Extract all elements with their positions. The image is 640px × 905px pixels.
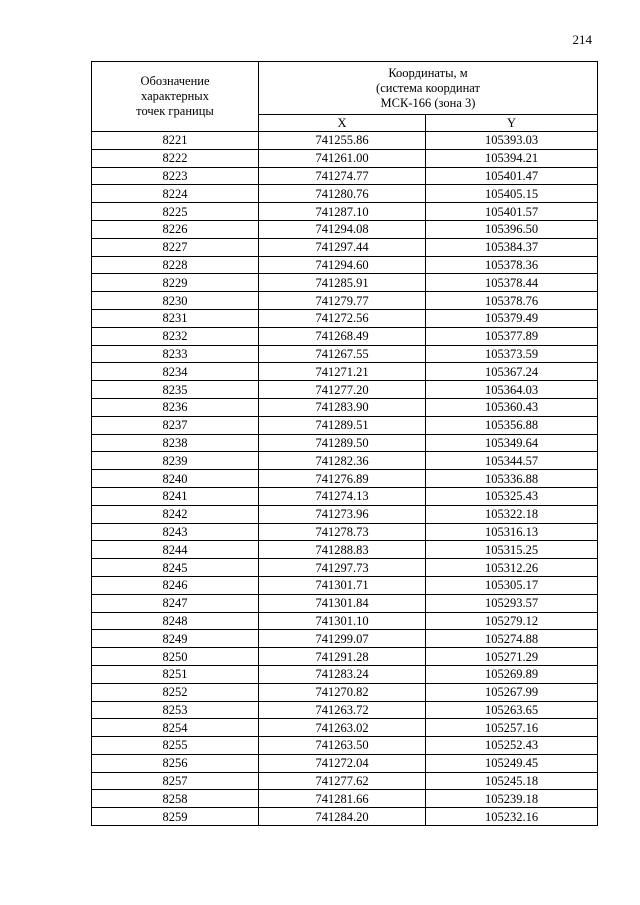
y-coordinate-cell: 105279.12 [426, 612, 598, 630]
y-coordinate-cell: 105245.18 [426, 772, 598, 790]
point-id-cell: 8234 [92, 363, 259, 381]
point-id-cell: 8221 [92, 132, 259, 150]
table-row [92, 470, 598, 488]
table-row [92, 167, 598, 185]
table-row [92, 398, 598, 416]
point-id-cell: 8236 [92, 398, 259, 416]
y-coordinate-cell: 105377.89 [426, 327, 598, 345]
y-coordinate-cell: 105384.37 [426, 238, 598, 256]
y-coordinate-cell: 105378.44 [426, 274, 598, 292]
x-coordinate-cell: 741301.71 [259, 576, 426, 594]
table-row [92, 576, 598, 594]
page-number: 214 [572, 32, 592, 47]
table-row [92, 309, 598, 327]
table-row [92, 220, 598, 238]
x-coordinate-cell: 741272.56 [259, 309, 426, 327]
x-coordinate-cell: 741287.10 [259, 203, 426, 221]
x-coordinate-cell: 741289.50 [259, 434, 426, 452]
point-id-cell: 8250 [92, 648, 259, 666]
point-id-cell: 8258 [92, 790, 259, 808]
y-coordinate-cell: 105316.13 [426, 523, 598, 541]
y-coordinate-cell: 105405.15 [426, 185, 598, 203]
y-coordinate-cell: 105322.18 [426, 505, 598, 523]
y-coordinate-cell: 105393.03 [426, 132, 598, 150]
x-coordinate-cell: 741255.86 [259, 132, 426, 150]
table-row [92, 612, 598, 630]
table-row [92, 185, 598, 203]
header-points-line-2: характерных [141, 89, 209, 103]
x-coordinate-cell: 741277.62 [259, 772, 426, 790]
point-id-cell: 8246 [92, 576, 259, 594]
table-row [92, 665, 598, 683]
x-coordinate-cell: 741283.24 [259, 665, 426, 683]
x-coordinate-cell: 741274.77 [259, 167, 426, 185]
point-id-cell: 8255 [92, 737, 259, 755]
table-row [92, 630, 598, 648]
y-coordinate-cell: 105401.57 [426, 203, 598, 221]
point-id-cell: 8233 [92, 345, 259, 363]
header-x: X [259, 115, 426, 132]
point-id-cell: 8244 [92, 541, 259, 559]
y-coordinate-cell: 105269.89 [426, 665, 598, 683]
table-row [92, 416, 598, 434]
point-id-cell: 8247 [92, 594, 259, 612]
table-row [92, 648, 598, 666]
y-coordinate-cell: 105396.50 [426, 220, 598, 238]
point-id-cell: 8228 [92, 256, 259, 274]
x-coordinate-cell: 741294.60 [259, 256, 426, 274]
y-coordinate-cell: 105267.99 [426, 683, 598, 701]
table-row [92, 541, 598, 559]
point-id-cell: 8240 [92, 470, 259, 488]
point-id-cell: 8230 [92, 292, 259, 310]
y-coordinate-cell: 105378.76 [426, 292, 598, 310]
table-row [92, 132, 598, 150]
table-header [92, 62, 598, 132]
point-id-cell: 8257 [92, 772, 259, 790]
header-coords-line-2: (система координат [376, 80, 480, 95]
x-coordinate-cell: 741301.84 [259, 594, 426, 612]
y-coordinate-cell: 105315.25 [426, 541, 598, 559]
x-coordinate-cell: 741271.21 [259, 363, 426, 381]
point-id-cell: 8242 [92, 505, 259, 523]
table-row [92, 256, 598, 274]
table-row [92, 523, 598, 541]
table-row [92, 719, 598, 737]
point-id-cell: 8232 [92, 327, 259, 345]
y-coordinate-cell: 105367.24 [426, 363, 598, 381]
x-coordinate-cell: 741263.02 [259, 719, 426, 737]
x-coordinate-cell: 741277.20 [259, 381, 426, 399]
table-row [92, 381, 598, 399]
x-coordinate-cell: 741285.91 [259, 274, 426, 292]
x-coordinate-cell: 741282.36 [259, 452, 426, 470]
point-id-cell: 8226 [92, 220, 259, 238]
table-row [92, 790, 598, 808]
x-coordinate-cell: 741268.49 [259, 327, 426, 345]
x-coordinate-cell: 741283.90 [259, 398, 426, 416]
point-id-cell: 8239 [92, 452, 259, 470]
point-id-cell: 8243 [92, 523, 259, 541]
point-id-cell: 8252 [92, 683, 259, 701]
point-id-cell: 8254 [92, 719, 259, 737]
table-row [92, 327, 598, 345]
point-id-cell: 8238 [92, 434, 259, 452]
point-id-cell: 8231 [92, 309, 259, 327]
header-coords-line-3: МСК-166 (зона 3) [380, 95, 476, 110]
x-coordinate-cell: 741276.89 [259, 470, 426, 488]
table-row [92, 487, 598, 505]
table-row [92, 238, 598, 256]
x-coordinate-cell: 741263.50 [259, 737, 426, 755]
y-coordinate-cell: 105312.26 [426, 559, 598, 577]
point-id-cell: 8241 [92, 487, 259, 505]
x-coordinate-cell: 741291.28 [259, 648, 426, 666]
point-id-cell: 8249 [92, 630, 259, 648]
table-row [92, 292, 598, 310]
table-row [92, 683, 598, 701]
header-points-line-3: точек границы [136, 104, 214, 118]
header-coords-line-1: Координаты, м [388, 65, 468, 80]
table-row [92, 452, 598, 470]
table-row [92, 149, 598, 167]
y-coordinate-cell: 105274.88 [426, 630, 598, 648]
x-coordinate-cell: 741263.72 [259, 701, 426, 719]
point-id-cell: 8237 [92, 416, 259, 434]
table-row [92, 594, 598, 612]
table-row [92, 345, 598, 363]
x-coordinate-cell: 741261.00 [259, 149, 426, 167]
point-id-cell: 8256 [92, 754, 259, 772]
x-coordinate-cell: 741280.76 [259, 185, 426, 203]
y-coordinate-cell: 105271.29 [426, 648, 598, 666]
x-coordinate-cell: 741281.66 [259, 790, 426, 808]
x-coordinate-cell: 741297.44 [259, 238, 426, 256]
y-coordinate-cell: 105325.43 [426, 487, 598, 505]
y-coordinate-cell: 105379.49 [426, 309, 598, 327]
table-row [92, 559, 598, 577]
header-y: Y [426, 115, 598, 132]
y-coordinate-cell: 105360.43 [426, 398, 598, 416]
point-id-cell: 8259 [92, 808, 259, 826]
table-row [92, 701, 598, 719]
y-coordinate-cell: 105293.57 [426, 594, 598, 612]
y-coordinate-cell: 105257.16 [426, 719, 598, 737]
y-coordinate-cell: 105263.65 [426, 701, 598, 719]
header-points [92, 62, 259, 132]
point-id-cell: 8253 [92, 701, 259, 719]
table-body [92, 132, 598, 826]
y-coordinate-cell: 105305.17 [426, 576, 598, 594]
y-coordinate-cell: 105373.59 [426, 345, 598, 363]
y-coordinate-cell: 105401.47 [426, 167, 598, 185]
y-coordinate-cell: 105336.88 [426, 470, 598, 488]
table-row [92, 274, 598, 292]
x-coordinate-cell: 741267.55 [259, 345, 426, 363]
y-coordinate-cell: 105252.43 [426, 737, 598, 755]
x-coordinate-cell: 741270.82 [259, 683, 426, 701]
y-coordinate-cell: 105356.88 [426, 416, 598, 434]
x-coordinate-cell: 741301.10 [259, 612, 426, 630]
point-id-cell: 8227 [92, 238, 259, 256]
table-row [92, 754, 598, 772]
y-coordinate-cell: 105394.21 [426, 149, 598, 167]
x-coordinate-cell: 741273.96 [259, 505, 426, 523]
y-coordinate-cell: 105364.03 [426, 381, 598, 399]
table-row [92, 772, 598, 790]
point-id-cell: 8225 [92, 203, 259, 221]
table-row [92, 808, 598, 826]
coordinates-table [91, 61, 598, 826]
y-coordinate-cell: 105239.18 [426, 790, 598, 808]
x-coordinate-cell: 741294.08 [259, 220, 426, 238]
point-id-cell: 8245 [92, 559, 259, 577]
y-coordinate-cell: 105249.45 [426, 754, 598, 772]
x-coordinate-cell: 741274.13 [259, 487, 426, 505]
header-points-line-1: Обозначение [140, 74, 210, 88]
x-coordinate-cell: 741278.73 [259, 523, 426, 541]
table-row [92, 434, 598, 452]
point-id-cell: 8235 [92, 381, 259, 399]
y-coordinate-cell: 105344.57 [426, 452, 598, 470]
header-coordinates [259, 62, 598, 115]
x-coordinate-cell: 741297.73 [259, 559, 426, 577]
x-coordinate-cell: 741284.20 [259, 808, 426, 826]
point-id-cell: 8251 [92, 665, 259, 683]
x-coordinate-cell: 741289.51 [259, 416, 426, 434]
y-coordinate-cell: 105378.36 [426, 256, 598, 274]
table-row [92, 203, 598, 221]
point-id-cell: 8229 [92, 274, 259, 292]
x-coordinate-cell: 741288.83 [259, 541, 426, 559]
y-coordinate-cell: 105349.64 [426, 434, 598, 452]
table-row [92, 505, 598, 523]
y-coordinate-cell: 105232.16 [426, 808, 598, 826]
table-row [92, 363, 598, 381]
x-coordinate-cell: 741279.77 [259, 292, 426, 310]
point-id-cell: 8222 [92, 149, 259, 167]
x-coordinate-cell: 741272.04 [259, 754, 426, 772]
point-id-cell: 8224 [92, 185, 259, 203]
point-id-cell: 8248 [92, 612, 259, 630]
x-coordinate-cell: 741299.07 [259, 630, 426, 648]
table-row [92, 737, 598, 755]
point-id-cell: 8223 [92, 167, 259, 185]
